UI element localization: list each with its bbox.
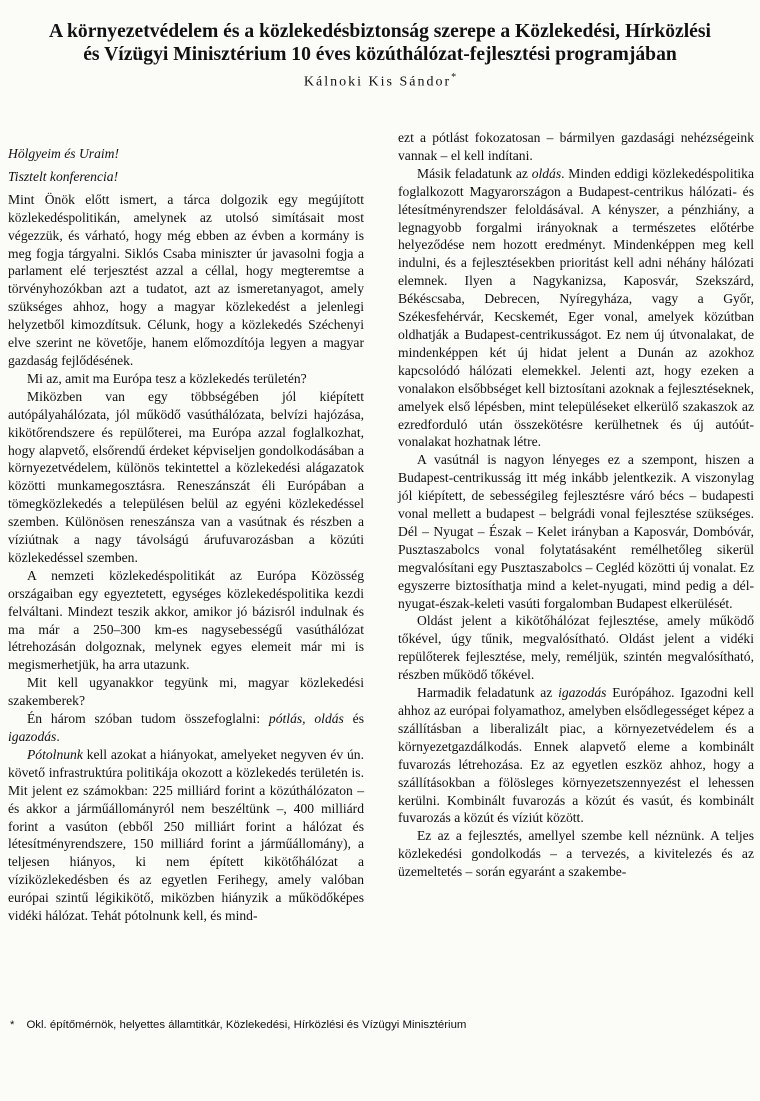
paragraph: Oldást jelent a kikötőhálózat fejlesztése, amely működő tőkével, úgy tűnik, megvalósítható. Oldást jelent a vidéki repülőterek fejlesztése, mely, reméljük, szintén megvalósítható, részben működő tőkével. <box>398 613 754 683</box>
emphasis: Pótolnunk <box>27 746 83 762</box>
article-title <box>14 20 746 66</box>
emphasis: igazodás <box>8 729 57 744</box>
article-title-line-1: A környezetvédelem és a közlekedésbiztonság szerepe a Közlekedési, Hírközlési <box>49 21 711 42</box>
author-name: Kálnoki Kis Sándor <box>303 74 452 90</box>
paragraph <box>398 165 754 452</box>
footnote-mark: * <box>10 1019 15 1031</box>
emphasis: igazodás <box>558 685 607 701</box>
paragraph: A vasútnál is nagyon lényeges ez a szempont, hiszen a Budapest-centrikusság itt még inkább jelentkezik. A viszonylag jól kiépített, de sebességileg fejlesztésre váró bécs – budapesti vonal mellett a budapest – belgrádi vonal fejlesztése szükséges. Dél – Nyugat – Észak – Kelet irányban a Kaposvár, Dombóvár, Pusztaszabolcs vonal folytatásaként remélhetőleg sikerül megvalósítani egy Pusztaszabolcs – Cegléd közötti új vonalat. Ez egyszerre biztosíthatja mind a kelet-nyugati, mind pedig a dél-nyugat-észak-keleti vasúti forgalomban Budapest elkerülését. <box>398 452 754 611</box>
salutation-2: Tisztelt konferencia! <box>8 168 119 184</box>
footnote <box>10 1018 750 1032</box>
author-line <box>0 72 760 91</box>
article-title-line-2: és Vízügyi Minisztérium 10 éves közúthálózat-fejlesztési programjában <box>83 44 677 65</box>
paragraph: Mi az, amit ma Európa tesz a közlekedés területén? <box>27 370 307 386</box>
paragraph <box>8 746 364 925</box>
author-footnote-mark: * <box>451 72 457 83</box>
emphasis: oldás <box>531 165 562 181</box>
paragraph: ezt a pótlást fokozatosan – bármilyen gazdasági nehézségeink vannak – el kell indítani. <box>398 130 754 163</box>
text-run: és <box>343 711 364 727</box>
text-run: Én három szóban tudom összefoglalni: <box>27 711 269 727</box>
left-column <box>8 145 364 925</box>
paragraph: Ez az a fejlesztés, amellyel szembe kell néznünk. A teljes közlekedési gondolkodás – a tervezés, a kivitelezés és az üzemeltetés – során egyaránt a szakembe- <box>398 828 754 880</box>
paragraph <box>398 684 754 827</box>
text-run: kell azokat a hiányokat, amelyeket negyven év ún. követő infrastruktúra politikája okozott a közlekedés területén is. Mit jelent ez számokban: 225 milliárd forint a közúthálózaton – és akkor a járműállományról nem beszéltünk –, 400 milliárd forint a vasúton (ebből 250 milliárt forint a hálózat és létesítményrendszere, 150 milliárd forint a járműállomány), a teljesen hiányos, ki nem épített kikötőhálózat a víziközlekedésben és az egyetlen Ferihegy, amely valóban európai szintű légikikötő, miközben hiányzik a működőképes vidéki hálózat. Tehát pótolnunk kell, és mind- <box>8 746 364 924</box>
footnote-text: Okl. építőmérnök, helyettes államtitkár, Közlekedési, Hírközlési és Vízügyi Minisztérium <box>26 1019 467 1031</box>
text-run: Másik feladatunk az <box>417 165 532 181</box>
paragraph: Mint Önök előtt ismert, a tárca dolgozik egy megújított közlekedéspolitikán, amelynek az utolsó simításait most végezzük, és várható, hogy még ebben az évben a kormány is meg fogja tárgyalni. Siklós Csaba miniszter úr javasolni fogja a parlament elé terjesztést azzal a céllal, hogy megteremtse a törvényhozókban azt a tudatot, azt az ismeretanyagot, amely szükséges ahhoz, hogy a magyar közlekedést a jelenlegi helyzetből kimozdítsuk. Célunk, hogy a közlekedés Széchenyi elve szerint ne követője, hanem előmozdítója legyen a magyar gazdaság fejlődésének. <box>8 191 364 368</box>
paragraph <box>8 710 364 746</box>
paragraph: A nemzeti közlekedéspolitikát az Európa Közösség országaiban egy egyeztetett, egységes közlekedéspolitika kezdi felváltani. Mindezt teszik akkor, amikor jó bázisról indulnak és ma már a 250–300 km-es nagysebességű vasúthálózat létrehozásán dolgoznak, melynek egyes elemeit már mi is megismerhetjük, ha arra utazunk. <box>8 567 364 673</box>
text-run: Európához. Igazodni kell ahhoz az európai folyamathoz, amelyben elsődlegességet képez a szállításban a liberalizált piac, a környezetvédelem és a környezetgazdálkodás. Ennek alapvető eleme a kombinált fuvarozás létrehozása. Ez az egyetlen eszköz ahhoz, hogy a szállításokban a fölösleges környezetszennyezést el lehessen kerülni. Kombinált fuvarozás a közút és vasút, és kombinált fuvarozás a közút és víziút között. <box>398 685 754 826</box>
paragraph: Mit kell ugyanakkor tegyünk mi, magyar közlekedési szakemberek? <box>8 675 364 709</box>
text-run: Harmadik feladatunk az <box>417 685 559 701</box>
text-run: . Minden eddigi közlekedéspolitika foglalkozott Magyarországon a Budapest-centrikus hálózati- és létesítményrendszer feloldásával. A kényszer, a pénzhiány, a legnagyobb forgalmi irányoknak a természetes előtérbe helyeződése nem hozott eredményt. Mindenképpen meg kell indulni, és a fejlesztésekben prioritást kell adni néhány hálózati elemnek. Ilyen a Nagykanizsa, Kaposvár, Szekszárd, Békéscsaba, Debrecen, Nyíregyháza, vagy a Győr, Székesfehérvár, Kecskemét, Eger vonal, amelyek közútban oldhatják a Budapest-centrikusságot. Ez nem új útvonalakat, de mindenképpen két új hidat jelent a Dunán az azokhoz kapcsolódó hálózati elemekkel. Jelenti azt, hogy ezeken a vonalakon elsőbbséget kell biztosítani azoknak a fejlesztéseknek, amelyek első lépésben, mint településeket elkerülő szakaszok az ezredforduló után összekötésre kerülhetnek és új autóút-vonalakat hozhatnak létre. <box>398 165 754 450</box>
right-column <box>398 129 754 881</box>
emphasis: pótlás, oldás <box>268 711 344 727</box>
text-run: . <box>56 729 60 744</box>
paragraph: Miközben van egy többségében jól kiépített autópályahálózata, jól működő vasúthálózata, belvízi hajózása, kikötőrendszere és repülőterei, ma Európa azzal foglalkozhat, hogy alapvető, elsőrendű érdeket képviseljen gondolkodásában a környezetvédelem, különös tekintettel a közlekedési alágazatok közötti munkamegosztásra. Reneszánszát éli Európában a tömegközlekedés a településen belül az egyéni közlekedéssel szemben. Különösen reneszánsza van a vasútnak és részben a víziútnak a nagy távolságú árufuvarozásban a közúti közlekedéssel szemben. <box>8 388 364 565</box>
salutation-1: Hölgyeim és Uraim! <box>8 146 119 161</box>
